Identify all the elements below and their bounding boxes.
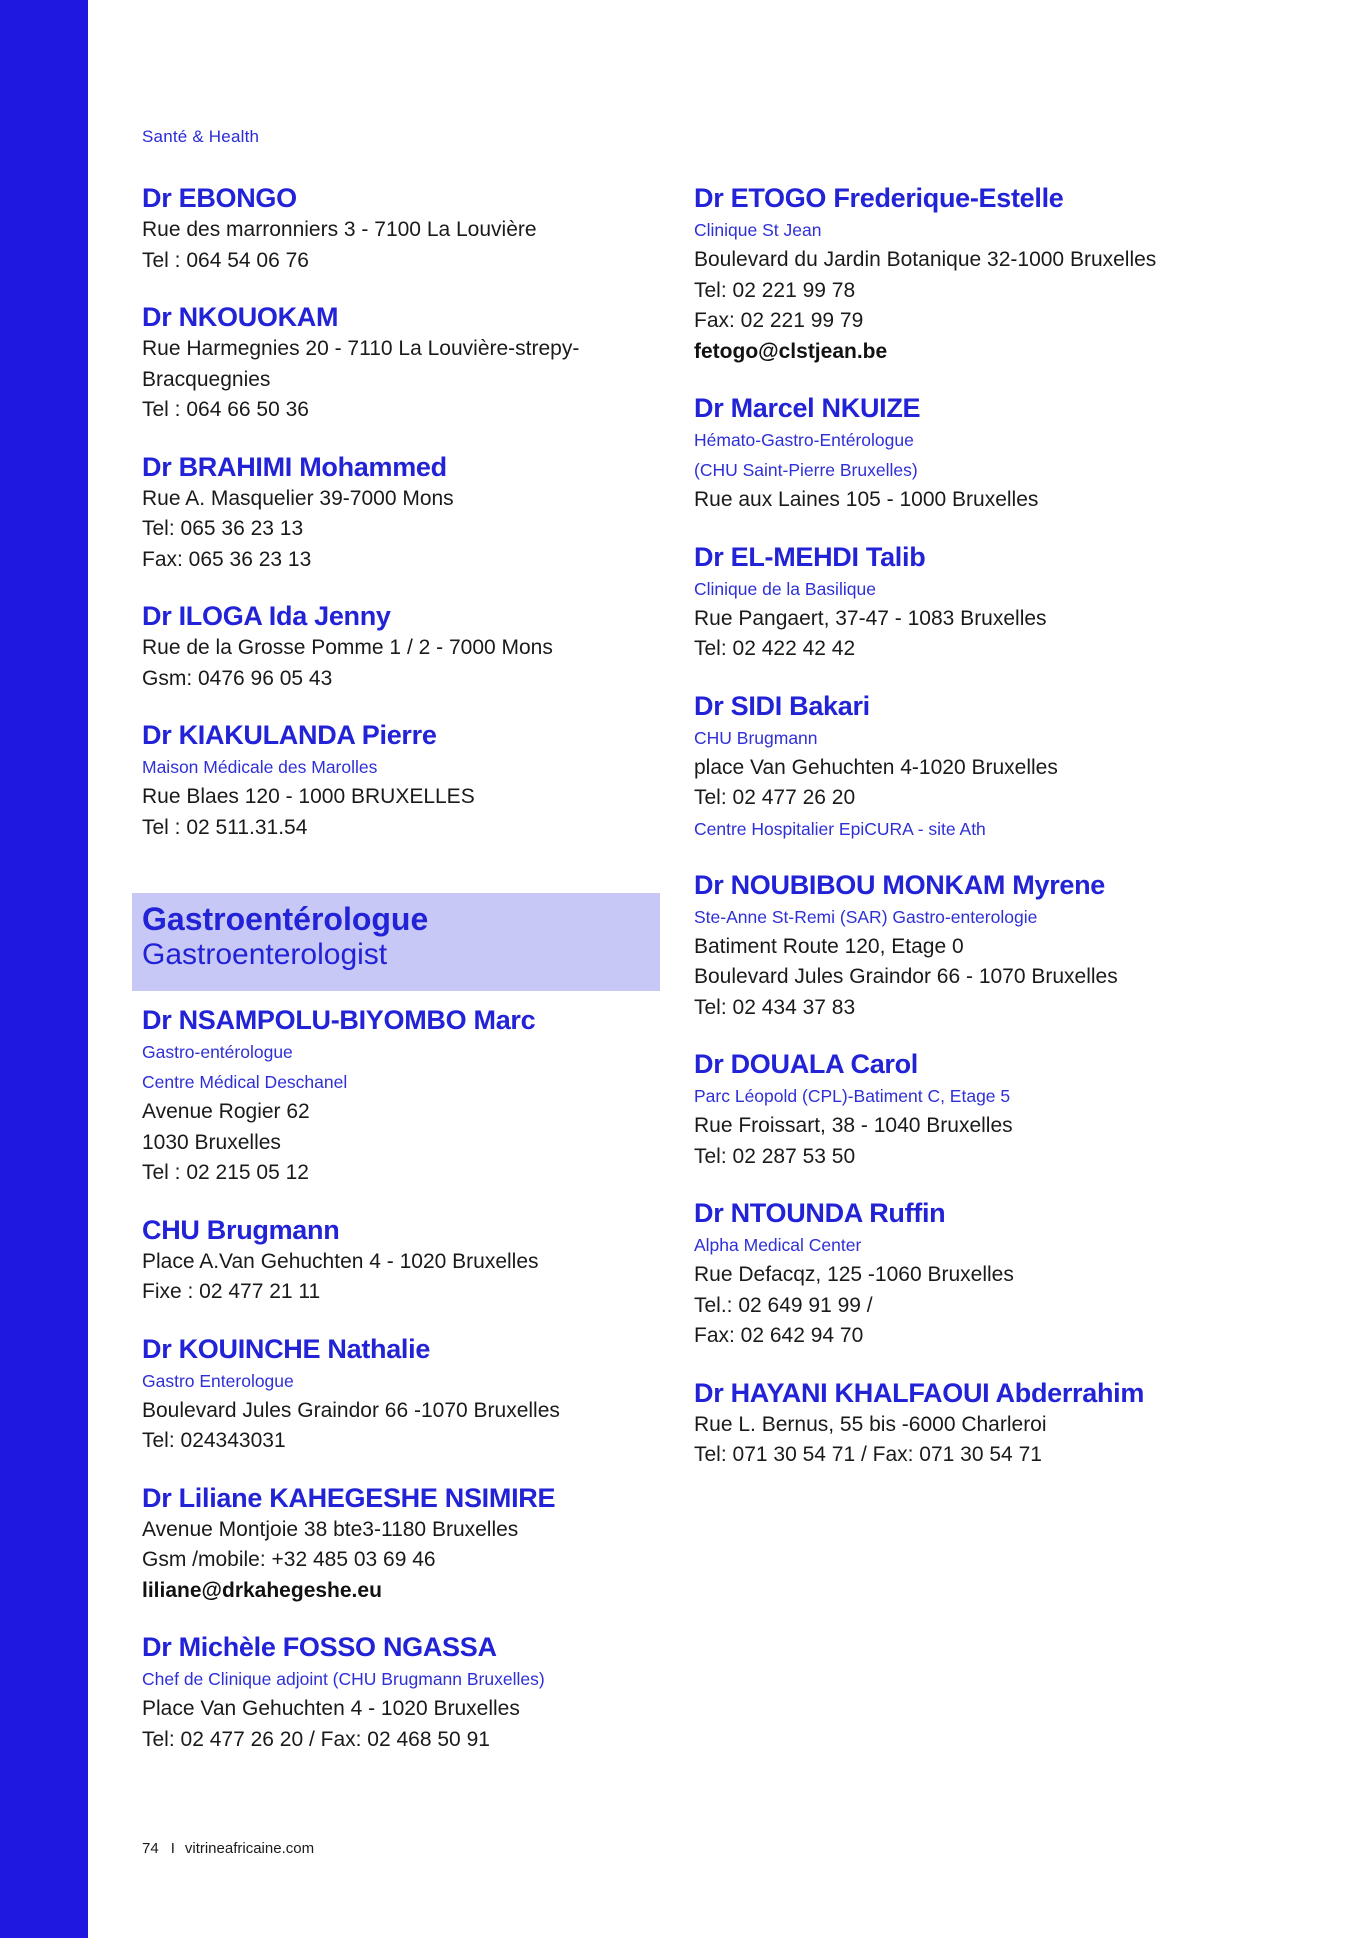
entry-contact-line: Boulevard Jules Graindor 66 - 1070 Bruxelles: [694, 965, 1118, 988]
entry-contact-line: Avenue Rogier 62: [142, 1100, 310, 1123]
entry-contact-line: Tel : 02 511.31.54: [142, 815, 308, 839]
entry-contact-line: Fax: 02 642 94 70: [694, 1324, 864, 1347]
entry-affiliation: Centre Médical Deschanel: [142, 1072, 348, 1092]
entry-contact-line: Gsm /mobile: +32 485 03 69 46: [142, 1548, 436, 1571]
entry-affiliation: Alpha Medical Center: [694, 1235, 862, 1255]
entry-contact-line: Tel: 065 36 23 13: [142, 517, 304, 540]
entry-contact-line: Place Van Gehuchten 4 - 1020 Bruxelles: [142, 1697, 520, 1720]
directory-entry: [694, 868, 1254, 1024]
entry-name: Dr Michèle FOSSO NGASSA: [142, 1632, 497, 1662]
directory-entry: [694, 391, 1254, 516]
directory-entry: [142, 599, 702, 694]
entry-contact-line: Boulevard du Jardin Botanique 32-1000 Bruxelles: [694, 248, 1157, 271]
directory-entry: [694, 1047, 1254, 1172]
entry-contact-line: Bracquegnies: [142, 367, 271, 391]
entry-name: Dr DOUALA Carol: [694, 1049, 919, 1079]
directory-entry: [694, 689, 1254, 844]
entry-contact-line: place Van Gehuchten 4-1020 Bruxelles: [694, 755, 1058, 779]
entry-email-link[interactable]: fetogo@clstjean.be: [694, 339, 888, 363]
entry-affiliation: Ste-Anne St-Remi (SAR) Gastro-enterologie: [694, 906, 1038, 927]
entry-affiliation: Gastro Enterologue: [142, 1370, 294, 1391]
entry-name: Dr Liliane KAHEGESHE NSIMIRE: [142, 1482, 556, 1513]
entry-affiliation: (CHU Saint-Pierre Bruxelles): [694, 460, 918, 480]
entry-contact-line: Gsm: 0476 96 05 43: [142, 666, 333, 690]
entry-affiliation: Centre Hospitalier EpiCURA - site Ath: [694, 818, 986, 839]
footer-site: vitrineafricaine.com: [184, 1840, 315, 1857]
entry-contact-line: Tel: 02 434 37 83: [694, 995, 856, 1019]
section-tag: Santé & Health: [142, 127, 260, 146]
entry-contact-line: Tel: 071 30 54 71 / Fax: 071 30 54 71: [694, 1443, 1042, 1466]
directory-entry: [142, 1213, 702, 1308]
directory-entry: [142, 1003, 702, 1189]
entry-name: Dr ETOGO Frederique-Estelle: [694, 183, 1064, 213]
page-footer: [142, 1840, 314, 1857]
entry-affiliation: Chef de Clinique adjoint (CHU Brugmann Bruxelles): [142, 1669, 545, 1689]
entry-contact-line: Fax: 065 36 23 13: [142, 547, 312, 571]
page-number: 74: [142, 1840, 159, 1857]
entry-contact-line: Rue Pangaert, 37-47 - 1083 Bruxelles: [694, 606, 1047, 630]
entry-name: Dr KOUINCHE Nathalie: [142, 1333, 431, 1364]
entry-affiliation: Maison Médicale des Marolles: [142, 757, 378, 777]
entry-contact-line: Tel: 02 287 53 50: [694, 1144, 856, 1168]
entry-name: Dr NTOUNDA Ruffin: [694, 1198, 946, 1228]
right-column: [694, 181, 1254, 1495]
right-entries: [694, 181, 1254, 1471]
entry-contact-line: Tel: 024343031: [142, 1429, 286, 1452]
entry-contact-line: Boulevard Jules Graindor 66 -1070 Bruxelles: [142, 1398, 560, 1422]
left-column: [142, 181, 702, 1779]
entry-contact-line: Rue Defacqz, 125 -1060 Bruxelles: [694, 1263, 1014, 1286]
entry-contact-line: Place A.Van Gehuchten 4 - 1020 Bruxelles: [142, 1249, 539, 1273]
entry-affiliation: Gastro-entérologue: [142, 1042, 293, 1062]
directory-entry: [142, 1332, 702, 1457]
entry-contact-line: Tel : 064 66 50 36: [142, 398, 309, 421]
entry-contact-line: Rue Blaes 120 - 1000 BRUXELLES: [142, 785, 475, 808]
directory-entry: [142, 450, 702, 576]
entry-contact-line: Tel: 02 477 26 20: [694, 786, 856, 809]
directory-entry: [142, 300, 702, 426]
directory-entry: [142, 1630, 702, 1755]
directory-entry: [694, 1196, 1254, 1352]
entry-name: Dr EL-MEHDI Talib: [694, 541, 926, 572]
entry-name: Dr SIDI Bakari: [694, 690, 870, 721]
entry-name: Dr BRAHIMI Mohammed: [142, 451, 447, 482]
entry-contact-line: Tel.: 02 649 91 99 /: [694, 1293, 873, 1317]
entry-contact-line: Rue de la Grosse Pomme 1 / 2 - 7000 Mons: [142, 636, 553, 659]
directory-entry: [694, 181, 1254, 367]
entry-affiliation: Clinique St Jean: [694, 220, 822, 240]
entry-contact-line: Rue Froissart, 38 - 1040 Bruxelles: [694, 1114, 1013, 1137]
entry-affiliation: Hémato-Gastro-Entérologue: [694, 430, 914, 450]
entry-contact-line: Rue L. Bernus, 55 bis -6000 Charleroi: [694, 1412, 1047, 1436]
left-bottom-entries: [142, 1003, 702, 1755]
directory-entry: [694, 540, 1254, 665]
entry-contact-line: Tel : 02 215 05 12: [142, 1161, 309, 1184]
entry-contact-line: Tel: 02 477 26 20 / Fax: 02 468 50 91: [142, 1727, 490, 1751]
left-sidebar-bar: [0, 0, 88, 1938]
entry-name: Dr NOUBIBOU MONKAM Myrene: [694, 869, 1106, 900]
directory-entry: [694, 1376, 1254, 1471]
entry-name: Dr HAYANI KHALFAOUI Abderrahim: [694, 1377, 1145, 1408]
entry-name: Dr Marcel NKUIZE: [694, 393, 921, 423]
directory-entry: [142, 718, 702, 843]
entry-name: Dr ILOGA Ida Jenny: [142, 601, 391, 631]
category-subtitle: Gastroenterologist: [142, 938, 388, 971]
entry-contact-line: Rue aux Laines 105 - 1000 Bruxelles: [694, 488, 1039, 511]
entry-name: Dr NSAMPOLU-BIYOMBO Marc: [142, 1005, 536, 1035]
left-top-entries: [142, 181, 702, 843]
entry-contact-line: Tel: 02 422 42 42: [694, 637, 856, 660]
category-title: Gastroentérologue: [142, 901, 429, 937]
directory-entry: [142, 181, 702, 276]
entry-affiliation: Parc Léopold (CPL)-Batiment C, Etage 5: [694, 1086, 1011, 1106]
entry-contact-line: Rue Harmegnies 20 - 7110 La Louvière-strepy-: [142, 337, 580, 360]
footer-separator: I: [170, 1840, 175, 1857]
entry-name: Dr NKOUOKAM: [142, 302, 339, 332]
entry-affiliation: Clinique de la Basilique: [694, 578, 876, 599]
entry-name: Dr EBONGO: [142, 183, 297, 213]
entry-contact-line: Fax: 02 221 99 79: [694, 309, 864, 332]
entry-name: Dr KIAKULANDA Pierre: [142, 720, 437, 750]
entry-name: CHU Brugmann: [142, 1214, 340, 1245]
entry-contact-line: 1030 Bruxelles: [142, 1130, 281, 1154]
entry-contact-line: Batiment Route 120, Etage 0: [694, 934, 964, 958]
entry-contact-line: Fixe : 02 477 21 11: [142, 1280, 321, 1303]
category-header: [132, 893, 660, 991]
entry-contact-line: Avenue Montjoie 38 bte3-1180 Bruxelles: [142, 1517, 519, 1541]
entry-affiliation: CHU Brugmann: [694, 727, 818, 748]
entry-contact-line: Rue A. Masquelier 39-7000 Mons: [142, 486, 454, 510]
entry-contact-line: Rue des marronniers 3 - 7100 La Louvière: [142, 218, 537, 241]
directory-entry: [142, 1481, 702, 1607]
entry-contact-line: Tel : 064 54 06 76: [142, 248, 309, 272]
entry-contact-line: Tel: 02 221 99 78: [694, 278, 856, 302]
entry-email-link[interactable]: liliane@drkahegeshe.eu: [142, 1578, 382, 1602]
